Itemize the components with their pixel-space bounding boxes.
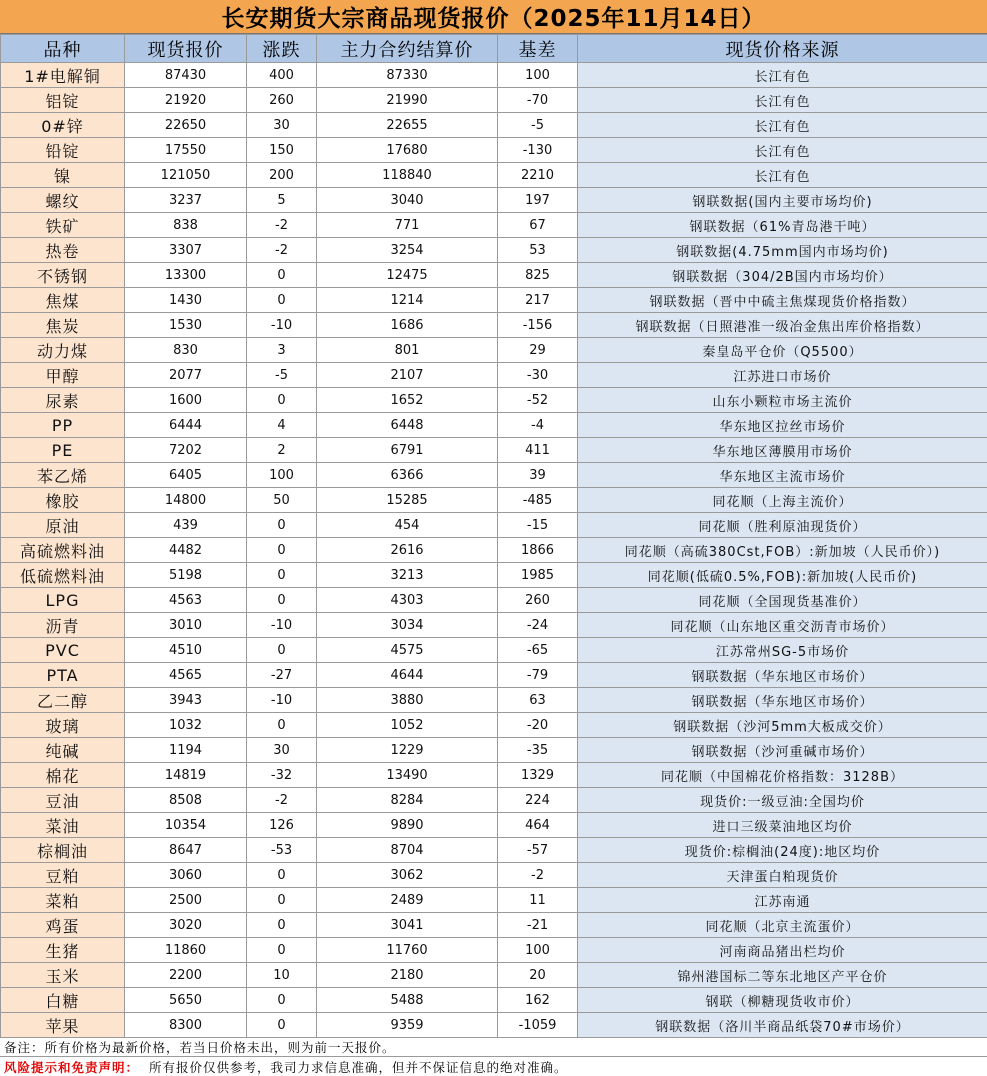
change-cell: -53 xyxy=(247,838,317,863)
settlement-cell: 3041 xyxy=(317,913,498,938)
basis-cell: -79 xyxy=(498,663,578,688)
spot-price-cell: 3020 xyxy=(125,913,247,938)
change-cell: -2 xyxy=(247,788,317,813)
variety-cell: 甲醇 xyxy=(1,363,125,388)
variety-cell: 铝锭 xyxy=(1,88,125,113)
variety-cell: 焦炭 xyxy=(1,313,125,338)
table-body xyxy=(1,63,987,1038)
variety-cell: 菜粕 xyxy=(1,888,125,913)
spot-price-cell: 4482 xyxy=(125,538,247,563)
source-cell: 钢联数据（晋中中硫主焦煤现货价格指数） xyxy=(578,288,987,313)
basis-cell: 100 xyxy=(498,63,578,88)
change-cell: 0 xyxy=(247,563,317,588)
settlement-cell: 17680 xyxy=(317,138,498,163)
table-row xyxy=(1,638,987,663)
variety-cell: 棉花 xyxy=(1,763,125,788)
spot-price-cell: 3060 xyxy=(125,863,247,888)
settlement-cell: 1652 xyxy=(317,388,498,413)
settlement-cell: 454 xyxy=(317,513,498,538)
basis-cell: 162 xyxy=(498,988,578,1013)
change-cell: -10 xyxy=(247,613,317,638)
basis-cell: 100 xyxy=(498,938,578,963)
source-cell: 现货价:棕榈油(24度):地区均价 xyxy=(578,838,987,863)
variety-cell: PE xyxy=(1,438,125,463)
change-cell: 0 xyxy=(247,288,317,313)
change-cell: 0 xyxy=(247,1013,317,1038)
settlement-cell: 4644 xyxy=(317,663,498,688)
spot-price-cell: 4510 xyxy=(125,638,247,663)
change-cell: 30 xyxy=(247,738,317,763)
settlement-cell: 3040 xyxy=(317,188,498,213)
basis-cell: 1985 xyxy=(498,563,578,588)
source-cell: 江苏进口市场价 xyxy=(578,363,987,388)
table-row xyxy=(1,113,987,138)
table-row xyxy=(1,738,987,763)
source-cell: 锦州港国标二等东北地区产平仓价 xyxy=(578,963,987,988)
variety-cell: 原油 xyxy=(1,513,125,538)
source-cell: 华东地区薄膜用市场价 xyxy=(578,438,987,463)
spot-price-cell: 1600 xyxy=(125,388,247,413)
change-cell: -2 xyxy=(247,238,317,263)
spot-price-cell: 3237 xyxy=(125,188,247,213)
settlement-cell: 6366 xyxy=(317,463,498,488)
table-row xyxy=(1,838,987,863)
spot-price-cell: 8300 xyxy=(125,1013,247,1038)
spot-price-cell: 6444 xyxy=(125,413,247,438)
spot-price-cell: 5650 xyxy=(125,988,247,1013)
basis-cell: -70 xyxy=(498,88,578,113)
basis-cell: 260 xyxy=(498,588,578,613)
table-row xyxy=(1,938,987,963)
table-row xyxy=(1,88,987,113)
settlement-cell: 2107 xyxy=(317,363,498,388)
variety-cell: 铅锭 xyxy=(1,138,125,163)
change-cell: 2 xyxy=(247,438,317,463)
header-settlement: 主力合约结算价 xyxy=(317,35,498,63)
spot-price-cell: 6405 xyxy=(125,463,247,488)
spot-price-cell: 13300 xyxy=(125,263,247,288)
settlement-cell: 1229 xyxy=(317,738,498,763)
spot-price-cell: 1430 xyxy=(125,288,247,313)
variety-cell: 鸡蛋 xyxy=(1,913,125,938)
source-cell: 钢联（柳糖现货收市价） xyxy=(578,988,987,1013)
spot-price-cell: 8508 xyxy=(125,788,247,813)
change-cell: 200 xyxy=(247,163,317,188)
settlement-cell: 3213 xyxy=(317,563,498,588)
variety-cell: PVC xyxy=(1,638,125,663)
variety-cell: 镍 xyxy=(1,163,125,188)
source-cell: 钢联数据(国内主要市场均价) xyxy=(578,188,987,213)
spot-price-cell: 838 xyxy=(125,213,247,238)
variety-cell: 热卷 xyxy=(1,238,125,263)
change-cell: 0 xyxy=(247,863,317,888)
spot-price-cell: 10354 xyxy=(125,813,247,838)
change-cell: 0 xyxy=(247,913,317,938)
basis-cell: 1866 xyxy=(498,538,578,563)
variety-cell: 低硫燃料油 xyxy=(1,563,125,588)
variety-cell: 动力煤 xyxy=(1,338,125,363)
variety-cell: 生猪 xyxy=(1,938,125,963)
table-row xyxy=(1,788,987,813)
basis-cell: 825 xyxy=(498,263,578,288)
table-row xyxy=(1,563,987,588)
spot-price-cell: 2500 xyxy=(125,888,247,913)
variety-cell: 纯碱 xyxy=(1,738,125,763)
header-variety: 品种 xyxy=(1,35,125,63)
source-cell: 长江有色 xyxy=(578,63,987,88)
source-cell: 天津蛋白粕现货价 xyxy=(578,863,987,888)
basis-cell: 20 xyxy=(498,963,578,988)
source-cell: 钢联数据（洛川半商品纸袋70#市场价） xyxy=(578,1013,987,1038)
header-row xyxy=(1,35,987,63)
change-cell: 50 xyxy=(247,488,317,513)
settlement-cell: 3254 xyxy=(317,238,498,263)
table-row xyxy=(1,413,987,438)
variety-cell: 豆粕 xyxy=(1,863,125,888)
price-table xyxy=(0,34,987,1038)
settlement-cell: 6448 xyxy=(317,413,498,438)
change-cell: 30 xyxy=(247,113,317,138)
settlement-cell: 3062 xyxy=(317,863,498,888)
basis-cell: 67 xyxy=(498,213,578,238)
change-cell: 0 xyxy=(247,513,317,538)
basis-cell: 2210 xyxy=(498,163,578,188)
spot-price-cell: 1032 xyxy=(125,713,247,738)
table-row xyxy=(1,263,987,288)
variety-cell: 白糖 xyxy=(1,988,125,1013)
change-cell: 10 xyxy=(247,963,317,988)
spot-price-cell: 17550 xyxy=(125,138,247,163)
spot-price-cell: 21920 xyxy=(125,88,247,113)
spot-price-cell: 2077 xyxy=(125,363,247,388)
source-cell: 同花顺(低硫0.5%,FOB):新加坡(人民币价) xyxy=(578,563,987,588)
table-row xyxy=(1,913,987,938)
spot-price-cell: 22650 xyxy=(125,113,247,138)
spot-price-cell: 4563 xyxy=(125,588,247,613)
change-cell: -5 xyxy=(247,363,317,388)
change-cell: 3 xyxy=(247,338,317,363)
variety-cell: 螺纹 xyxy=(1,188,125,213)
spot-price-cell: 830 xyxy=(125,338,247,363)
table-row xyxy=(1,613,987,638)
variety-cell: 菜油 xyxy=(1,813,125,838)
change-cell: -10 xyxy=(247,313,317,338)
settlement-cell: 8704 xyxy=(317,838,498,863)
basis-cell: 464 xyxy=(498,813,578,838)
change-cell: 126 xyxy=(247,813,317,838)
source-cell: 同花顺（全国现货基准价） xyxy=(578,588,987,613)
variety-cell: 尿素 xyxy=(1,388,125,413)
source-cell: 钢联数据（304/2B国内市场均价） xyxy=(578,263,987,288)
change-cell: 0 xyxy=(247,263,317,288)
variety-cell: 豆油 xyxy=(1,788,125,813)
variety-cell: 苹果 xyxy=(1,1013,125,1038)
header-basis: 基差 xyxy=(498,35,578,63)
spot-price-cell: 5198 xyxy=(125,563,247,588)
table-row xyxy=(1,688,987,713)
disclaimer-text: 所有报价仅供参考，我司力求信息准确，但并不保证信息的绝对准确。 xyxy=(149,1058,568,1076)
change-cell: 0 xyxy=(247,988,317,1013)
basis-cell: -57 xyxy=(498,838,578,863)
basis-cell: 11 xyxy=(498,888,578,913)
settlement-cell: 118840 xyxy=(317,163,498,188)
change-cell: 260 xyxy=(247,88,317,113)
settlement-cell: 87330 xyxy=(317,63,498,88)
table-row xyxy=(1,238,987,263)
variety-cell: 焦煤 xyxy=(1,288,125,313)
change-cell: -27 xyxy=(247,663,317,688)
source-cell: 钢联数据（沙河5mm大板成交价） xyxy=(578,713,987,738)
table-row xyxy=(1,513,987,538)
change-cell: 100 xyxy=(247,463,317,488)
table-row xyxy=(1,763,987,788)
variety-cell: 玻璃 xyxy=(1,713,125,738)
settlement-cell: 771 xyxy=(317,213,498,238)
basis-cell: -4 xyxy=(498,413,578,438)
source-cell: 华东地区拉丝市场价 xyxy=(578,413,987,438)
variety-cell: 0#锌 xyxy=(1,113,125,138)
table-row xyxy=(1,713,987,738)
settlement-cell: 21990 xyxy=(317,88,498,113)
spot-price-cell: 11860 xyxy=(125,938,247,963)
basis-cell: -156 xyxy=(498,313,578,338)
basis-cell: -1059 xyxy=(498,1013,578,1038)
change-cell: -2 xyxy=(247,213,317,238)
spot-price-cell: 3943 xyxy=(125,688,247,713)
basis-cell: -485 xyxy=(498,488,578,513)
spot-price-cell: 121050 xyxy=(125,163,247,188)
basis-cell: -30 xyxy=(498,363,578,388)
source-cell: 江苏南通 xyxy=(578,888,987,913)
change-cell: 0 xyxy=(247,538,317,563)
source-cell: 长江有色 xyxy=(578,113,987,138)
spot-price-cell: 1194 xyxy=(125,738,247,763)
table-row xyxy=(1,63,987,88)
source-cell: 长江有色 xyxy=(578,88,987,113)
spot-price-cell: 1530 xyxy=(125,313,247,338)
table-row xyxy=(1,1013,987,1038)
table-row xyxy=(1,388,987,413)
basis-cell: -65 xyxy=(498,638,578,663)
basis-cell: -52 xyxy=(498,388,578,413)
settlement-cell: 4575 xyxy=(317,638,498,663)
variety-cell: 不锈钢 xyxy=(1,263,125,288)
variety-cell: 铁矿 xyxy=(1,213,125,238)
variety-cell: LPG xyxy=(1,588,125,613)
basis-cell: -20 xyxy=(498,713,578,738)
source-cell: 钢联数据（61%青岛港干吨） xyxy=(578,213,987,238)
settlement-cell: 3880 xyxy=(317,688,498,713)
settlement-cell: 801 xyxy=(317,338,498,363)
basis-cell: 39 xyxy=(498,463,578,488)
spot-price-cell: 87430 xyxy=(125,63,247,88)
footnote: 备注：所有价格为最新价格，若当日价格未出，则为前一天报价。 xyxy=(0,1038,987,1057)
table-row xyxy=(1,538,987,563)
source-cell: 长江有色 xyxy=(578,138,987,163)
settlement-cell: 5488 xyxy=(317,988,498,1013)
variety-cell: PTA xyxy=(1,663,125,688)
source-cell: 秦皇岛平仓价（Q5500） xyxy=(578,338,987,363)
table-row xyxy=(1,588,987,613)
basis-cell: -2 xyxy=(498,863,578,888)
basis-cell: -21 xyxy=(498,913,578,938)
table-row xyxy=(1,338,987,363)
header-spot-price: 现货报价 xyxy=(125,35,247,63)
change-cell: -32 xyxy=(247,763,317,788)
settlement-cell: 15285 xyxy=(317,488,498,513)
source-cell: 长江有色 xyxy=(578,163,987,188)
basis-cell: 224 xyxy=(498,788,578,813)
source-cell: 进口三级菜油地区均价 xyxy=(578,813,987,838)
spot-price-cell: 8647 xyxy=(125,838,247,863)
table-row xyxy=(1,188,987,213)
variety-cell: 乙二醇 xyxy=(1,688,125,713)
basis-cell: 29 xyxy=(498,338,578,363)
settlement-cell: 8284 xyxy=(317,788,498,813)
source-cell: 同花顺（高硫380Cst,FOB）:新加坡（人民币价）) xyxy=(578,538,987,563)
source-cell: 钢联数据（日照港准一级冶金焦出库价格指数） xyxy=(578,313,987,338)
change-cell: 5 xyxy=(247,188,317,213)
variety-cell: 棕榈油 xyxy=(1,838,125,863)
basis-cell: 197 xyxy=(498,188,578,213)
basis-cell: -15 xyxy=(498,513,578,538)
basis-cell: -5 xyxy=(498,113,578,138)
source-cell: 钢联数据(4.75mm国内市场均价) xyxy=(578,238,987,263)
table-row xyxy=(1,963,987,988)
settlement-cell: 2180 xyxy=(317,963,498,988)
variety-cell: 高硫燃料油 xyxy=(1,538,125,563)
spot-price-cell: 14819 xyxy=(125,763,247,788)
change-cell: 4 xyxy=(247,413,317,438)
source-cell: 同花顺（中国棉花价格指数：3128B） xyxy=(578,763,987,788)
settlement-cell: 11760 xyxy=(317,938,498,963)
basis-cell: 1329 xyxy=(498,763,578,788)
table-row xyxy=(1,813,987,838)
table-row xyxy=(1,888,987,913)
source-cell: 同花顺（上海主流价） xyxy=(578,488,987,513)
spot-price-cell: 3010 xyxy=(125,613,247,638)
basis-cell: -24 xyxy=(498,613,578,638)
settlement-cell: 3034 xyxy=(317,613,498,638)
basis-cell: -35 xyxy=(498,738,578,763)
table-row xyxy=(1,663,987,688)
settlement-cell: 2616 xyxy=(317,538,498,563)
settlement-cell: 9359 xyxy=(317,1013,498,1038)
variety-cell: 沥青 xyxy=(1,613,125,638)
source-cell: 山东小颗粒市场主流价 xyxy=(578,388,987,413)
source-cell: 同花顺（胜利原油现货价） xyxy=(578,513,987,538)
variety-cell: 苯乙烯 xyxy=(1,463,125,488)
spot-price-cell: 3307 xyxy=(125,238,247,263)
table-row xyxy=(1,163,987,188)
settlement-cell: 12475 xyxy=(317,263,498,288)
spot-price-cell: 4565 xyxy=(125,663,247,688)
basis-cell: -130 xyxy=(498,138,578,163)
settlement-cell: 9890 xyxy=(317,813,498,838)
change-cell: 0 xyxy=(247,588,317,613)
settlement-cell: 13490 xyxy=(317,763,498,788)
source-cell: 同花顺（山东地区重交沥青市场价） xyxy=(578,613,987,638)
table-row xyxy=(1,463,987,488)
source-cell: 钢联数据（华东地区市场价） xyxy=(578,663,987,688)
change-cell: 0 xyxy=(247,888,317,913)
disclaimer xyxy=(0,1057,987,1076)
settlement-cell: 2489 xyxy=(317,888,498,913)
variety-cell: 玉米 xyxy=(1,963,125,988)
settlement-cell: 1052 xyxy=(317,713,498,738)
table-row xyxy=(1,288,987,313)
change-cell: 400 xyxy=(247,63,317,88)
table-row xyxy=(1,863,987,888)
table-row xyxy=(1,988,987,1013)
change-cell: 0 xyxy=(247,388,317,413)
change-cell: 0 xyxy=(247,713,317,738)
table-row xyxy=(1,138,987,163)
change-cell: -10 xyxy=(247,688,317,713)
settlement-cell: 4303 xyxy=(317,588,498,613)
header-source: 现货价格来源 xyxy=(578,35,987,63)
spot-price-cell: 2200 xyxy=(125,963,247,988)
variety-cell: 1#电解铜 xyxy=(1,63,125,88)
source-cell: 钢联数据（沙河重碱市场价） xyxy=(578,738,987,763)
source-cell: 江苏常州SG-5市场价 xyxy=(578,638,987,663)
source-cell: 同花顺（北京主流蛋价） xyxy=(578,913,987,938)
source-cell: 钢联数据（华东地区市场价） xyxy=(578,688,987,713)
header-change: 涨跌 xyxy=(247,35,317,63)
source-cell: 华东地区主流市场价 xyxy=(578,463,987,488)
table-row xyxy=(1,313,987,338)
basis-cell: 411 xyxy=(498,438,578,463)
settlement-cell: 1214 xyxy=(317,288,498,313)
table-row xyxy=(1,488,987,513)
source-cell: 河南商品猪出栏均价 xyxy=(578,938,987,963)
sheet-title: 长安期货大宗商品现货报价（2025年11月14日） xyxy=(0,0,987,34)
variety-cell: 橡胶 xyxy=(1,488,125,513)
change-cell: 0 xyxy=(247,638,317,663)
spot-price-cell: 14800 xyxy=(125,488,247,513)
spot-price-cell: 439 xyxy=(125,513,247,538)
basis-cell: 63 xyxy=(498,688,578,713)
basis-cell: 53 xyxy=(498,238,578,263)
table-row xyxy=(1,363,987,388)
table-row xyxy=(1,213,987,238)
basis-cell: 217 xyxy=(498,288,578,313)
change-cell: 0 xyxy=(247,938,317,963)
settlement-cell: 6791 xyxy=(317,438,498,463)
settlement-cell: 1686 xyxy=(317,313,498,338)
change-cell: 150 xyxy=(247,138,317,163)
settlement-cell: 22655 xyxy=(317,113,498,138)
spot-price-cell: 7202 xyxy=(125,438,247,463)
source-cell: 现货价:一级豆油:全国均价 xyxy=(578,788,987,813)
table-row xyxy=(1,438,987,463)
disclaimer-label: 风险提示和免责声明： xyxy=(4,1058,139,1076)
variety-cell: PP xyxy=(1,413,125,438)
